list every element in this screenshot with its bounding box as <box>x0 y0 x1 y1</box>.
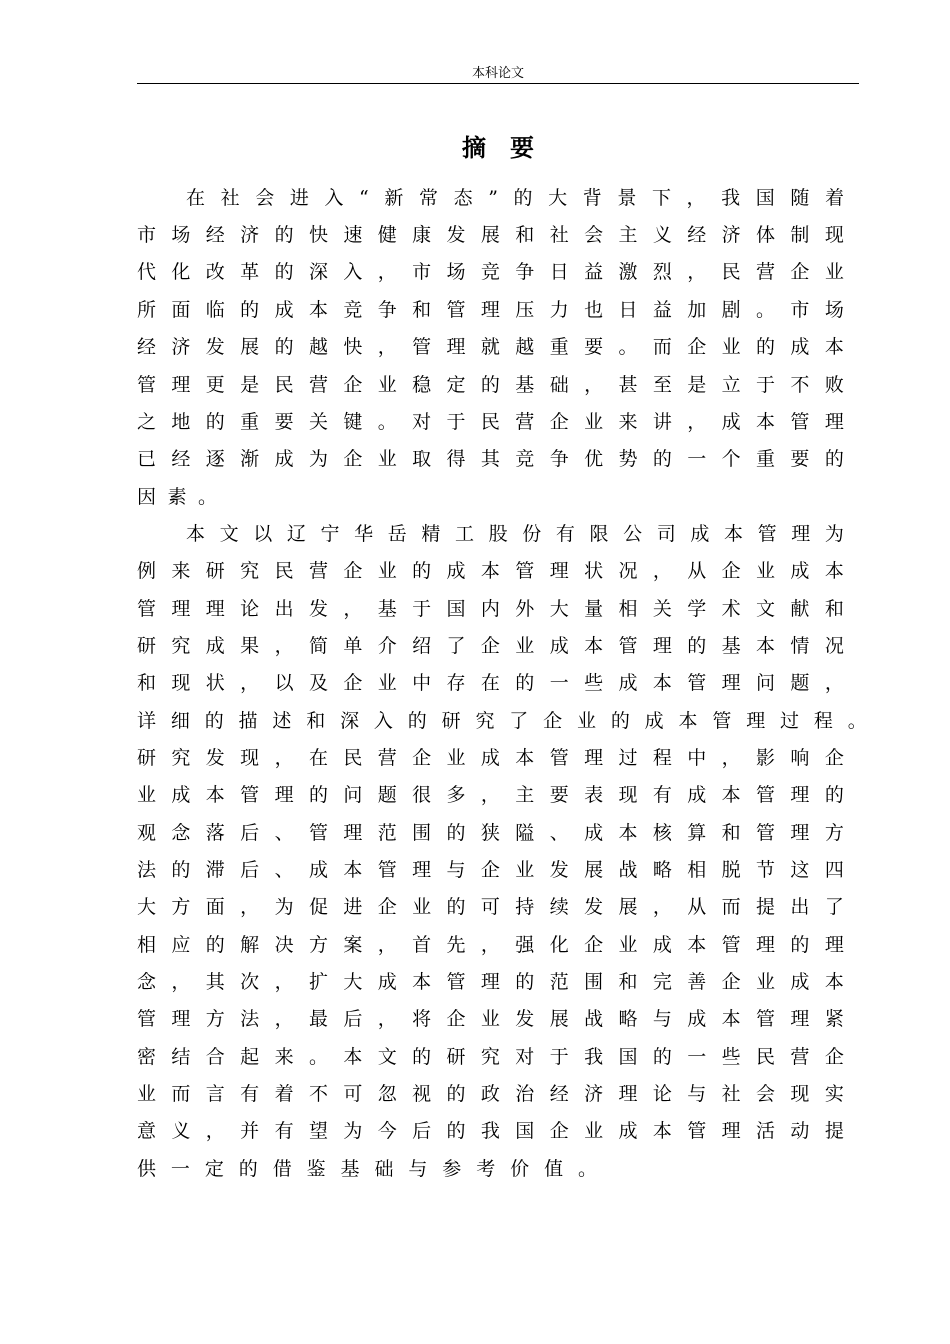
abstract-line: 和 现 状 ， 以 及 企 业 中 存 在 的 一 些 成 本 管 理 问 题 ， <box>137 672 844 694</box>
running-header: 本科论文 <box>471 66 524 81</box>
abstract-line: 念 ， 其 次 ， 扩 大 成 本 管 理 的 范 围 和 完 善 企 业 成 本 <box>137 971 844 993</box>
abstract-line: 业 而 言 有 着 不 可 忽 视 的 政 治 经 济 理 论 与 社 会 现 实 <box>137 1083 844 1105</box>
abstract-line: 代 化 改 革 的 深 入 ， 市 场 竞 争 日 益 激 烈 ， 民 营 企 业 <box>137 261 844 283</box>
abstract-line: 详 细 的 描 述 和 深 入 的 研 究 了 企 业 的 成 本 管 理 过 程 。 <box>137 710 867 732</box>
abstract-line: 研 究 成 果 ， 简 单 介 绍 了 企 业 成 本 管 理 的 基 本 情 况 <box>137 635 844 657</box>
abstract-line: 在 社 会 进 入 “ 新 常 态 ” 的 大 背 景 下 ， 我 国 随 着 <box>186 187 844 209</box>
abstract-line: 管 理 理 论 出 发 ， 基 于 国 内 外 大 量 相 关 学 术 文 献 和 <box>137 598 844 620</box>
abstract-line: 密 结 合 起 来 。 本 文 的 研 究 对 于 我 国 的 一 些 民 营 企 <box>137 1046 844 1068</box>
abstract-line: 市 场 经 济 的 快 速 健 康 发 展 和 社 会 主 义 经 济 体 制 现 <box>137 224 844 246</box>
abstract-line: 供 一 定 的 借 鉴 基 础 与 参 考 价 值 。 <box>137 1158 597 1180</box>
abstract-line: 经 济 发 展 的 越 快 ， 管 理 就 越 重 要 。 而 企 业 的 成 本 <box>137 336 844 358</box>
header-rule <box>137 83 859 84</box>
abstract-line: 因 素 。 <box>137 486 217 508</box>
abstract-line: 大 方 面 ， 为 促 进 企 业 的 可 持 续 发 展 ， 从 而 提 出 了 <box>137 896 844 918</box>
abstract-line: 管 理 方 法 ， 最 后 ， 将 企 业 发 展 战 略 与 成 本 管 理 紧 <box>137 1008 844 1030</box>
abstract-line: 所 面 临 的 成 本 竞 争 和 管 理 压 力 也 日 益 加 剧 。 市 场 <box>137 299 844 321</box>
abstract-line: 业 成 本 管 理 的 问 题 很 多 ， 主 要 表 现 有 成 本 管 理 的 <box>137 784 844 806</box>
abstract-line: 本 文 以 辽 宁 华 岳 精 工 股 份 有 限 公 司 成 本 管 理 为 <box>186 523 844 545</box>
abstract-title: 摘要 <box>462 133 558 162</box>
abstract-line: 管 理 更 是 民 营 企 业 稳 定 的 基 础 ， 甚 至 是 立 于 不 败 <box>137 374 844 396</box>
abstract-line: 已 经 逐 渐 成 为 企 业 取 得 其 竞 争 优 势 的 一 个 重 要 的 <box>137 448 844 470</box>
abstract-line: 法 的 滞 后 、 成 本 管 理 与 企 业 发 展 战 略 相 脱 节 这 四 <box>137 859 844 881</box>
abstract-line: 意 义 ， 并 有 望 为 今 后 的 我 国 企 业 成 本 管 理 活 动 提 <box>137 1120 844 1142</box>
abstract-line: 研 究 发 现 ， 在 民 营 企 业 成 本 管 理 过 程 中 ， 影 响 企 <box>137 747 844 769</box>
abstract-line: 观 念 落 后 、 管 理 范 围 的 狭 隘 、 成 本 核 算 和 管 理 方 <box>137 822 844 844</box>
abstract-line: 例 来 研 究 民 营 企 业 的 成 本 管 理 状 况 ， 从 企 业 成 本 <box>137 560 844 582</box>
abstract-line: 之 地 的 重 要 关 键 。 对 于 民 营 企 业 来 讲 ， 成 本 管 理 <box>137 411 844 433</box>
abstract-line: 相 应 的 解 决 方 案 ， 首 先 ， 强 化 企 业 成 本 管 理 的 理 <box>137 934 844 956</box>
